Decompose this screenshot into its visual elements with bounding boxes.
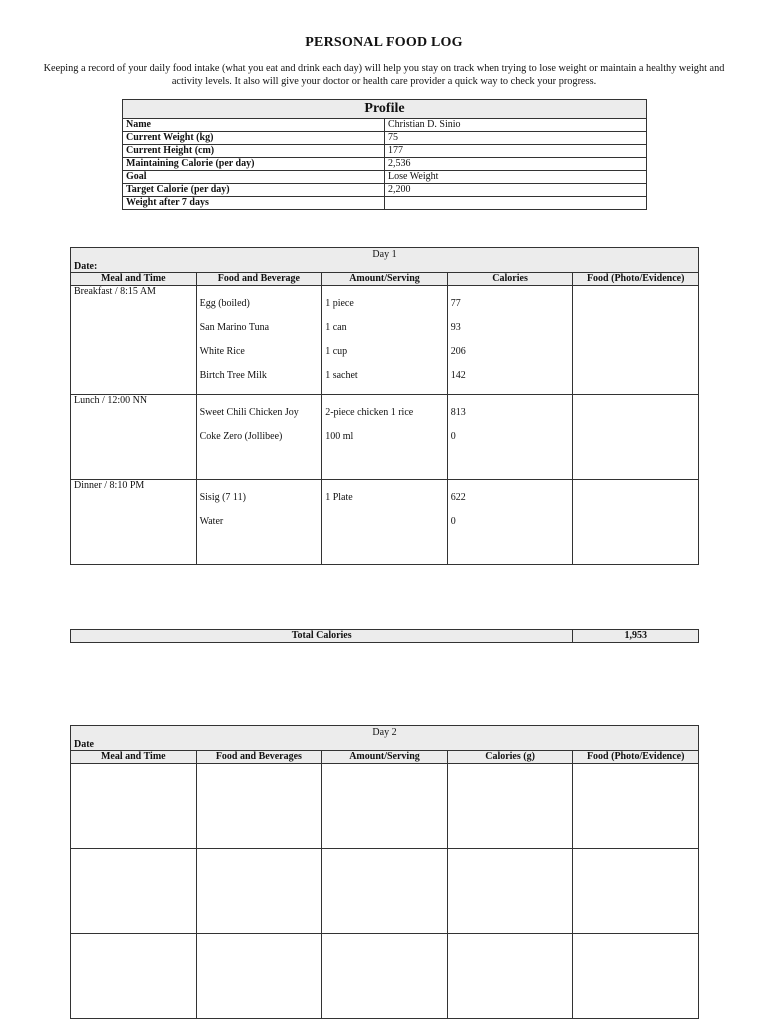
profile-row xyxy=(123,119,647,132)
profile-label: Maintaining Calorie (per day) xyxy=(123,158,385,171)
day1-header xyxy=(71,248,699,273)
day2-title: Day 2 xyxy=(372,727,397,738)
profile-row xyxy=(123,145,647,158)
empty-cell xyxy=(322,934,448,1019)
calorie-item: 206 xyxy=(450,346,466,357)
amount-list xyxy=(322,286,448,395)
calorie-item: 0 xyxy=(450,431,456,442)
column-header: Food (Photo/Evidence) xyxy=(573,273,699,286)
column-header: Food and Beverages xyxy=(196,751,322,764)
profile-row xyxy=(123,158,647,171)
calorie-list xyxy=(447,286,573,395)
day2-date-label: Date xyxy=(74,739,94,750)
calorie-item: 813 xyxy=(450,407,466,418)
photo-evidence-cell xyxy=(573,395,699,480)
amount-item: 1 piece xyxy=(325,298,354,309)
empty-meal-row xyxy=(71,849,699,934)
meal-time: Dinner / 8:10 PM xyxy=(71,480,197,565)
amount-item: 1 can xyxy=(325,322,347,333)
empty-cell xyxy=(196,934,322,1019)
day1-title: Day 1 xyxy=(372,249,397,260)
total-calories-table xyxy=(70,629,699,643)
profile-value: 75 xyxy=(385,132,647,145)
meal-row-dinner xyxy=(71,480,699,565)
calorie-item: 142 xyxy=(450,370,466,381)
food-item: Coke Zero (Jollibee) xyxy=(199,431,283,442)
total-calories-label: Total Calories xyxy=(71,630,573,643)
amount-item: 100 ml xyxy=(325,431,354,442)
day2-header xyxy=(71,726,699,751)
empty-cell xyxy=(322,849,448,934)
food-item: Water xyxy=(199,516,224,527)
food-item: Sweet Chili Chicken Joy xyxy=(199,407,299,418)
food-item: White Rice xyxy=(199,346,245,357)
amount-item: 1 Plate xyxy=(325,492,353,503)
profile-value: Christian D. Sinio xyxy=(385,119,647,132)
empty-meal-row xyxy=(71,934,699,1019)
photo-evidence-cell xyxy=(573,480,699,565)
profile-row xyxy=(123,132,647,145)
profile-value: 2,200 xyxy=(385,184,647,197)
profile-label: Target Calorie (per day) xyxy=(123,184,385,197)
column-header: Meal and Time xyxy=(71,751,197,764)
profile-value: 177 xyxy=(385,145,647,158)
document-title: PERSONAL FOOD LOG xyxy=(305,35,463,50)
profile-table xyxy=(122,99,647,210)
profile-heading: Profile xyxy=(123,100,647,119)
profile-row xyxy=(123,171,647,184)
day1-table xyxy=(70,247,699,565)
meal-time: Breakfast / 8:15 AM xyxy=(71,286,197,395)
empty-meal-row xyxy=(71,764,699,849)
column-header: Food and Beverage xyxy=(196,273,322,286)
empty-cell xyxy=(573,764,699,849)
food-item: San Marino Tuna xyxy=(199,322,270,333)
amount-item: 1 sachet xyxy=(325,370,358,381)
profile-label: Goal xyxy=(123,171,385,184)
empty-cell xyxy=(447,934,573,1019)
empty-cell xyxy=(322,764,448,849)
total-calories-value: 1,953 xyxy=(573,630,699,643)
profile-row xyxy=(123,197,647,210)
profile-label: Name xyxy=(123,119,385,132)
column-header: Meal and Time xyxy=(71,273,197,286)
profile-label: Weight after 7 days xyxy=(123,197,385,210)
amount-item: 1 cup xyxy=(325,346,348,357)
calorie-item: 0 xyxy=(450,516,456,527)
column-header: Amount/Serving xyxy=(322,751,448,764)
day1-date-label: Date: xyxy=(74,261,98,272)
empty-cell xyxy=(71,934,197,1019)
column-header: Calories xyxy=(447,273,573,286)
photo-evidence-cell xyxy=(573,286,699,395)
amount-list xyxy=(322,480,448,565)
empty-cell xyxy=(447,764,573,849)
calorie-item: 77 xyxy=(450,298,461,309)
meal-row-breakfast xyxy=(71,286,699,395)
food-list xyxy=(196,286,322,395)
amount-item: 2-piece chicken 1 rice xyxy=(325,407,414,418)
meal-row-lunch xyxy=(71,395,699,480)
calorie-list xyxy=(447,395,573,480)
profile-label: Current Height (cm) xyxy=(123,145,385,158)
food-item: Sisig (7 11) xyxy=(199,492,246,503)
calorie-item: 622 xyxy=(450,492,466,503)
empty-cell xyxy=(71,849,197,934)
empty-cell xyxy=(573,934,699,1019)
profile-value: Lose Weight xyxy=(385,171,647,184)
profile-value xyxy=(385,197,647,210)
column-header: Calories (g) xyxy=(447,751,573,764)
profile-row xyxy=(123,184,647,197)
amount-list xyxy=(322,395,448,480)
profile-label: Current Weight (kg) xyxy=(123,132,385,145)
calorie-list xyxy=(447,480,573,565)
day2-table xyxy=(70,725,699,1019)
empty-cell xyxy=(447,849,573,934)
empty-cell xyxy=(196,764,322,849)
food-item: Birtch Tree Milk xyxy=(199,370,267,381)
column-header: Food (Photo/Evidence) xyxy=(573,751,699,764)
empty-cell xyxy=(573,849,699,934)
empty-cell xyxy=(196,849,322,934)
food-list xyxy=(196,395,322,480)
food-list xyxy=(196,480,322,565)
intro-text: Keeping a record of your daily food intake (what you eat and drink each day) will help you stay on track when trying to lose weight or maintain a healthy weight and activity levels. It also will give your doctor or health care provider a quick way to check your progress. xyxy=(43,63,725,87)
empty-cell xyxy=(71,764,197,849)
profile-value: 2,536 xyxy=(385,158,647,171)
food-item: Egg (boiled) xyxy=(199,298,250,309)
meal-time: Lunch / 12:00 NN xyxy=(71,395,197,480)
column-header: Amount/Serving xyxy=(322,273,448,286)
calorie-item: 93 xyxy=(450,322,461,333)
